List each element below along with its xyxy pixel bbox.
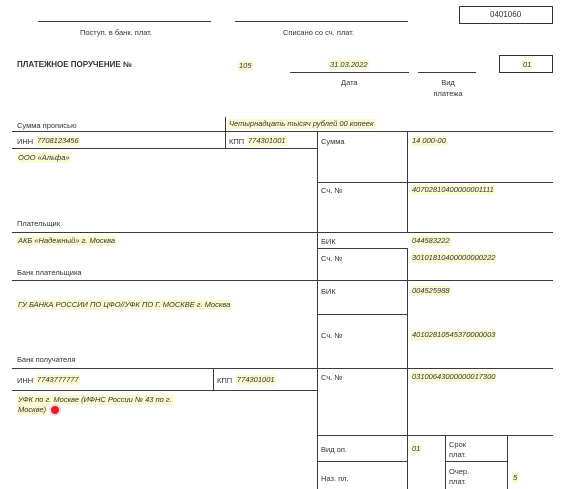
date-label: Дата xyxy=(341,78,358,87)
payee-bank-corr-label: Сч. № xyxy=(321,331,343,340)
grid-line xyxy=(12,390,317,391)
payee-bank-corr: 40102810545370000003 xyxy=(412,330,496,339)
grid-line xyxy=(317,280,318,368)
marker-dot xyxy=(51,406,59,414)
purpose-label: Наз. пл. xyxy=(321,474,349,483)
payer-bank-bik: 044583222 xyxy=(412,236,450,245)
payer-bank-corr: 30101810400000000222 xyxy=(412,253,496,262)
debited-label: Списано со сч. плат. xyxy=(283,28,354,37)
payer-bank-label: Банк плательщика xyxy=(17,268,82,277)
grid-line xyxy=(317,131,318,280)
payer-label: Плательщик xyxy=(17,219,60,228)
order-label-2: плат. xyxy=(449,477,467,486)
payer-inn-label: ИНН xyxy=(17,137,34,146)
sum-value: 14 000-00 xyxy=(412,136,446,145)
op-type-value: 01 xyxy=(412,444,421,453)
payer-account: 40702810400000001111 xyxy=(412,185,494,194)
payee-account-label: Сч. № xyxy=(321,373,343,382)
grid-line xyxy=(407,368,408,489)
date-line xyxy=(290,72,409,73)
grid-line xyxy=(225,131,226,149)
grid-line xyxy=(12,131,553,132)
payee-kpp: 774301001 xyxy=(237,375,275,384)
grid-line xyxy=(445,435,446,489)
grid-line xyxy=(213,368,214,390)
payer-account-label: Сч. № xyxy=(321,186,343,195)
grid-line xyxy=(225,117,226,132)
payer-bank-name: АКБ «Надежный» г. Москва xyxy=(18,236,116,245)
payee-name-line-2: Москве) xyxy=(18,405,47,414)
payee-bank-label: Банк получателя xyxy=(17,355,76,364)
payment-type-line xyxy=(418,72,476,73)
payee-bank-name: ГУ БАНКА РОССИИ ПО ЦФО//УФК ПО Г. МОСКВЕ г. Москва xyxy=(18,300,231,309)
payer-status: 01 xyxy=(523,60,532,69)
amount-words-label: Сумма прописью xyxy=(17,121,77,130)
grid-line xyxy=(407,248,408,280)
term-label-2: плат. xyxy=(449,450,467,459)
grid-line xyxy=(12,280,553,281)
payer-inn: 7708123456 xyxy=(37,136,79,145)
payer-bank-corr-label: Сч. № xyxy=(321,254,343,263)
grid-line xyxy=(445,461,507,462)
page-title: ПЛАТЕЖНОЕ ПОРУЧЕНИЕ № xyxy=(17,60,132,69)
payer-name: ООО «Альфа» xyxy=(18,153,70,162)
grid-line xyxy=(317,182,553,183)
term-label-1: Срок xyxy=(449,440,467,449)
received-line xyxy=(38,21,211,22)
payer-bank-bik-label: БИК xyxy=(321,237,336,246)
payee-name-line-1: УФК по г. Москве (ИФНС России № 43 по г. xyxy=(18,395,172,404)
form-code: 0401060 xyxy=(490,10,522,19)
grid-line xyxy=(317,435,553,436)
received-label: Поступ. в банк. плат. xyxy=(80,28,152,37)
amount-words-value: Четырнадцать тысяч рублей 00 копеек xyxy=(229,119,374,128)
grid-line xyxy=(407,280,408,368)
document-number: 105 xyxy=(239,61,252,70)
sum-label: Сумма xyxy=(321,137,345,146)
document-date: 31.03.2022 xyxy=(330,60,368,69)
debited-line xyxy=(235,21,408,22)
grid-line xyxy=(507,435,508,489)
grid-line xyxy=(317,461,407,462)
payee-bank-bik: 004525988 xyxy=(412,286,450,295)
op-type-label: Вид оп. xyxy=(321,445,347,454)
grid-line xyxy=(12,148,317,149)
order-value: 5 xyxy=(513,473,518,482)
payee-bank-bik-label: БИК xyxy=(321,287,336,296)
payer-kpp-label: КПП xyxy=(229,137,245,146)
order-label-1: Очер. xyxy=(449,467,470,476)
grid-line xyxy=(317,368,318,489)
grid-line xyxy=(12,232,553,233)
payer-kpp: 774301001 xyxy=(248,136,286,145)
payee-account: 03100643000000017300 xyxy=(412,372,496,381)
grid-line xyxy=(317,314,407,315)
payee-inn-label: ИНН xyxy=(17,376,34,385)
grid-line xyxy=(317,248,407,249)
payee-inn: 7743777777 xyxy=(37,375,79,384)
payment-type-label: Вид платежа xyxy=(433,78,463,98)
grid-line xyxy=(12,368,553,369)
payee-kpp-label: КПП xyxy=(217,376,233,385)
